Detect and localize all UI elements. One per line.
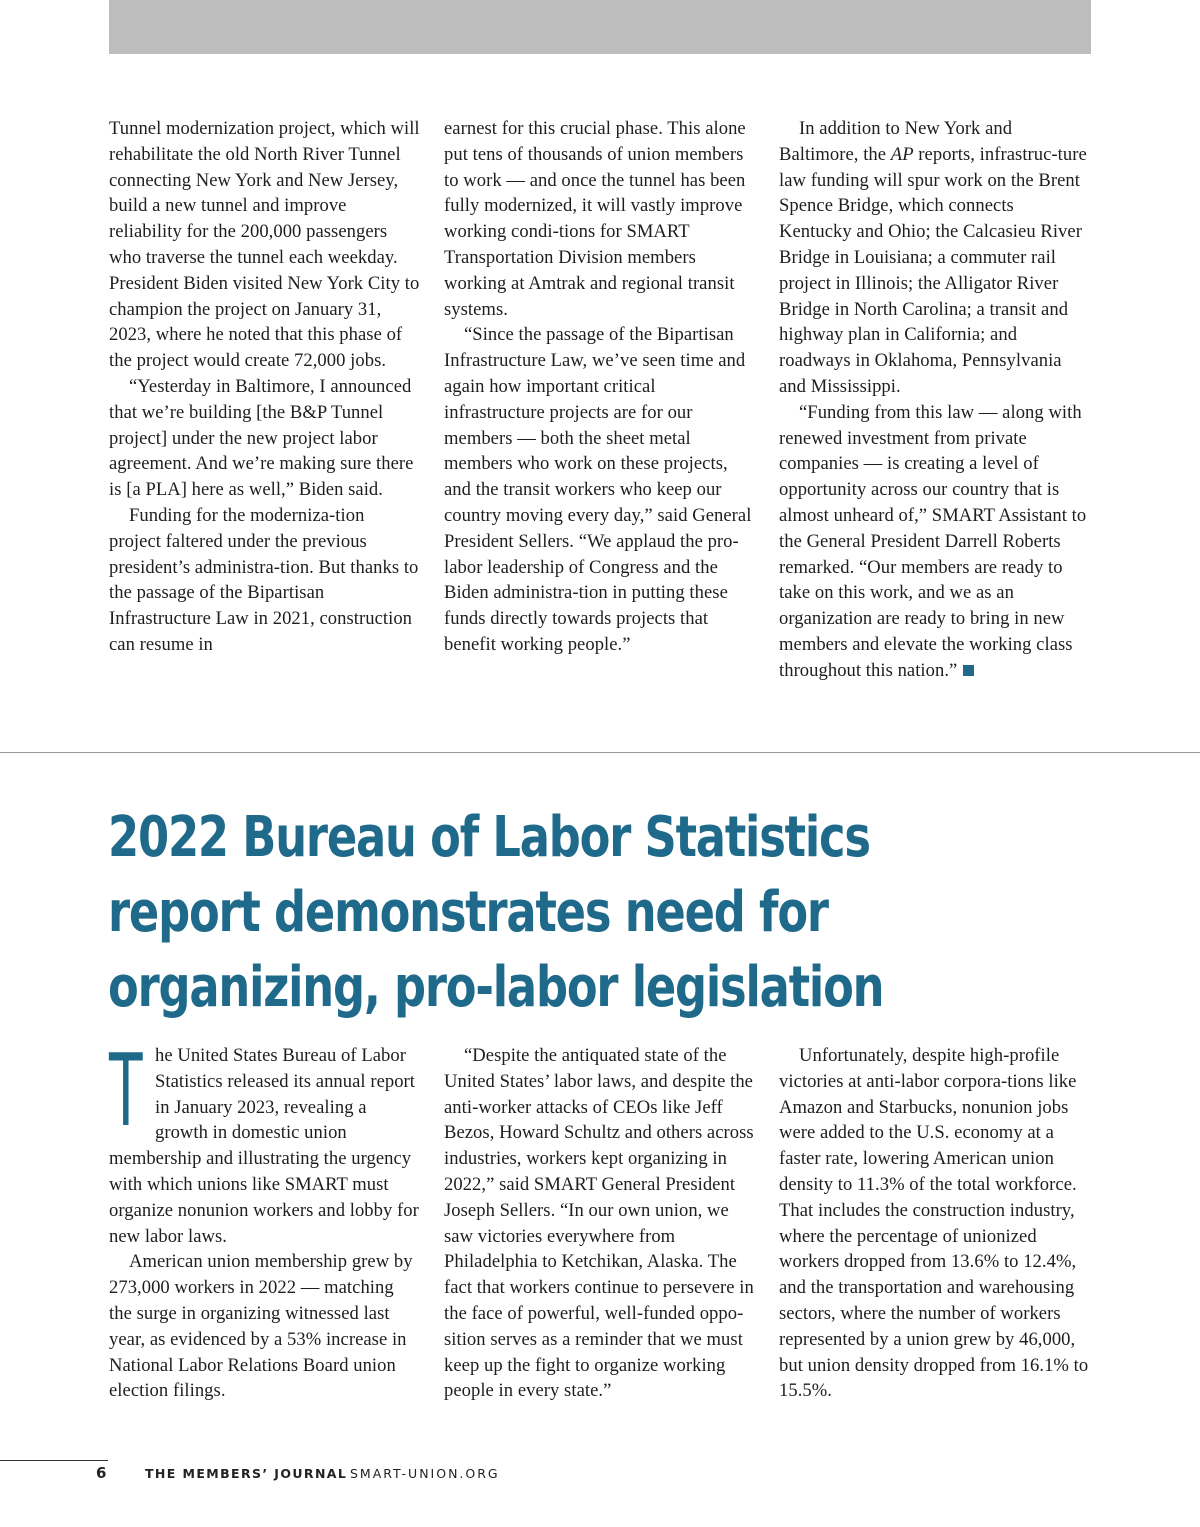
paragraph: earnest for this crucial phase. This alone put tens of thousands of union members to work — and once the tunnel has been fully modernized, it will vastly improve working condi-tions for SMART Transportation Division members working at Amtrak and regional transit systems. — [444, 118, 746, 320]
magazine-title: THE MEMBERS’ JOURNAL — [145, 1466, 348, 1481]
paragraph — [109, 1032, 421, 1249]
end-of-article-square-icon — [963, 665, 974, 676]
text: reports, infrastruc-ture law funding will spur work on the Brent Spence Bridge, which connects Kentucky and Ohio; the Calcasieu River Bridge in Louisiana; a commuter rail project in Illinois; the Alligator River Bridge in North Carolina; a transit and highway plan in California; and roadways in Oklahoma, Pennsylvania and Mississippi. — [779, 143, 1087, 397]
section-divider — [0, 752, 1200, 753]
headline-line-2: report demonstrates need for — [108, 880, 828, 945]
paragraph: “Despite the antiquated state of the United States’ labor laws, and despite the anti-worker attacks of CEOs like Jeff Bezos, Howard Schultz and others across industries, workers kept organizing in 2022,” said SMART General President Joseph Sellers. “In our own union, we saw victories everywhere from Philadelphia to Ketchikan, Alaska. The fact that workers continue to persevere in the face of powerful, well-funded oppo-sition serves as a reminder that we must keep up the fight to organize working people in every state.” — [444, 1045, 754, 1402]
paragraph: Unfortunately, despite high-profile victories at anti-labor corpora-tions like Amazon and Starbucks, nonunion jobs were added to the U.S. economy at a faster rate, lowering American union density to 11.3% of the total workforce. That includes the construction industry, where the percentage of unionized workers dropped from 13.6% to 12.4%, and the transportation and warehousing sectors, where the number of workers represented by a union grew by 46,000, but union density dropped from 16.1% to 15.5%. — [779, 1045, 1089, 1402]
drop-cap: T — [109, 1032, 143, 1149]
page-footer — [0, 1466, 1200, 1496]
paragraph — [779, 400, 1091, 684]
paragraph: “Since the passage of the Bipartisan Infrastructure Law, we’ve seen time and again how important critical infrastructure projects are for our members — both the sheet metal members who work on these projects, and the transit workers who keep our country moving every day,” said General President Sellers. “We applaud the pro-labor leadership of Congress and the Biden administra-tion in putting these funds directly towards projects that benefit working people.” — [444, 324, 752, 655]
bottom-article-column-2 — [444, 1043, 756, 1404]
page-number: 6 — [96, 1464, 108, 1482]
paragraph: Tunnel modernization project, which will rehabilitate the old North River Tunnel connecting New York and New Jersey, build a new tunnel and improve reliability for the 200,000 passengers who traverse the tunnel each weekday. President Biden visited New York City to champion the project on January 31, 2023, where he noted that this phase of the project would create 72,000 jobs. — [109, 118, 420, 372]
headline-line-1: 2022 Bureau of Labor Statistics — [108, 805, 870, 870]
paragraph: American union membership grew by 273,000 workers in 2022 — matching the surge in organizing witnessed last year, as evidenced by a 53% increase in National Labor Relations Board union election filings. — [109, 1251, 413, 1402]
footer-rule — [0, 1460, 108, 1461]
bottom-article-column-1 — [109, 1032, 421, 1404]
text: “Funding from this law — along with renewed investment from private companies — is creating a level of opportunity across our country that is almost unheard of,” SMART Assistant to the General President Darrell Roberts remarked. “Our members are ready to take on this work, and we as an organization are ready to bring in new members and elevate the working class throughout this nation.” — [779, 401, 1087, 681]
paragraph: Funding for the moderniza-tion project faltered under the previous president’s administra-tion. But thanks to the passage of the Bipartisan Infrastructure Law in 2021, construction can resume in — [109, 504, 419, 655]
text: he United States Bureau of Labor Statistics released its annual report in January 2023, revealing a growth in domestic union membership and illustrating the urgency with which unions like SMART must organize nonunion workers and lobby for new labor laws. — [109, 1045, 419, 1247]
top-article-column-1 — [109, 116, 421, 658]
article-headline — [108, 800, 908, 1025]
website-url: SMART-UNION.ORG — [350, 1466, 500, 1481]
bottom-article-column-3 — [779, 1043, 1091, 1404]
top-article-column-2 — [444, 116, 756, 658]
headline-line-3: organizing, pro-labor legislation — [108, 955, 884, 1020]
publication-name: AP — [890, 143, 914, 165]
paragraph: “Yesterday in Baltimore, I announced that we’re building [the B&P Tunnel project] under the new project labor agreement. And we’re making sure there is [a PLA] here as well,” Biden said. — [109, 375, 414, 501]
paragraph — [779, 116, 1091, 400]
top-article-column-3 — [779, 116, 1091, 684]
text: In addition to New York and Baltimore, the — [779, 118, 1013, 165]
header-gray-bar — [109, 0, 1091, 54]
